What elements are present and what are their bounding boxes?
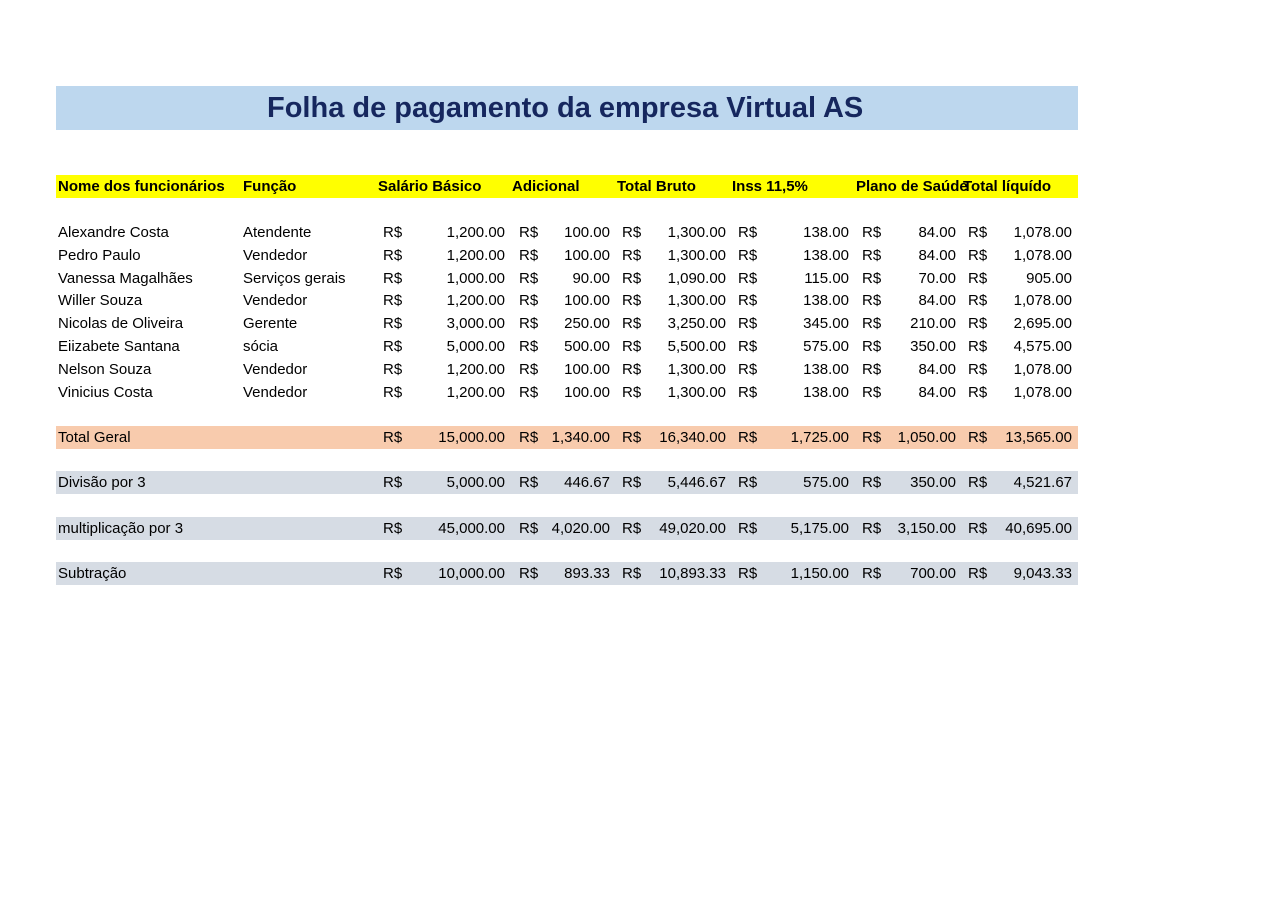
currency-cell: R$ — [968, 315, 988, 332]
employee-func-cell[interactable]: Gerente — [243, 315, 298, 332]
currency-cell: R$ — [383, 474, 403, 491]
currency-cell: R$ — [383, 338, 403, 355]
inss-cell[interactable]: 138.00 — [803, 361, 849, 378]
adicional-cell[interactable]: 100.00 — [564, 247, 610, 264]
currency-cell: R$ — [738, 247, 758, 264]
table-row — [56, 267, 1078, 290]
summary-label-cell[interactable]: Divisão por 3 — [58, 474, 146, 491]
currency-cell: R$ — [383, 315, 403, 332]
currency-cell: R$ — [968, 292, 988, 309]
adicional-cell[interactable]: 500.00 — [564, 338, 610, 355]
adicional-cell[interactable]: 4,020.00 — [551, 520, 610, 537]
currency-cell: R$ — [862, 565, 882, 582]
salario-cell[interactable]: 10,000.00 — [438, 565, 505, 582]
salario-cell[interactable]: 1,200.00 — [446, 247, 505, 264]
employee-name-cell[interactable]: Pedro Paulo — [58, 247, 141, 264]
currency-cell: R$ — [738, 474, 758, 491]
inss-cell[interactable]: 115.00 — [804, 270, 849, 287]
inss-cell[interactable]: 575.00 — [803, 338, 849, 355]
currency-cell: R$ — [622, 338, 642, 355]
currency-cell: R$ — [519, 361, 539, 378]
currency-cell: R$ — [383, 247, 403, 264]
currency-cell: R$ — [383, 292, 403, 309]
currency-cell: R$ — [862, 315, 882, 332]
currency-cell: R$ — [519, 474, 539, 491]
summary-row — [56, 517, 1078, 540]
currency-cell: R$ — [738, 361, 758, 378]
currency-cell: R$ — [383, 384, 403, 401]
bruto-cell[interactable]: 1,300.00 — [667, 361, 726, 378]
adicional-cell[interactable]: 100.00 — [564, 361, 610, 378]
currency-cell: R$ — [862, 384, 882, 401]
currency-cell: R$ — [862, 270, 882, 287]
employee-name-cell[interactable]: Eiizabete Santana — [58, 338, 180, 355]
adicional-cell[interactable]: 446.67 — [564, 474, 610, 491]
currency-cell: R$ — [622, 429, 642, 446]
currency-cell: R$ — [519, 429, 539, 446]
currency-cell: R$ — [968, 384, 988, 401]
currency-cell: R$ — [519, 315, 539, 332]
currency-cell: R$ — [738, 384, 758, 401]
table-row — [56, 335, 1078, 358]
employee-name-cell[interactable]: Willer Souza — [58, 292, 143, 309]
table-row — [56, 244, 1078, 267]
inss-cell[interactable]: 5,175.00 — [790, 520, 849, 537]
currency-cell: R$ — [738, 224, 758, 241]
plano-cell[interactable]: 84.00 — [918, 384, 956, 401]
summary-row — [56, 426, 1078, 449]
currency-cell: R$ — [383, 520, 403, 537]
table-row — [56, 289, 1078, 312]
liquido-cell[interactable]: 4,575.00 — [1013, 338, 1072, 355]
currency-cell: R$ — [968, 247, 988, 264]
adicional-cell[interactable]: 250.00 — [564, 315, 610, 332]
bruto-cell[interactable]: 49,020.00 — [659, 520, 726, 537]
header-name[interactable]: Nome dos funcionários — [58, 178, 225, 195]
summary-row — [56, 471, 1078, 494]
currency-cell: R$ — [738, 315, 758, 332]
employee-func-cell[interactable]: Vendedor — [243, 361, 308, 378]
salario-cell[interactable]: 1,200.00 — [446, 361, 505, 378]
currency-cell: R$ — [383, 565, 403, 582]
currency-cell: R$ — [519, 565, 539, 582]
header-adicional[interactable]: Adicional — [512, 178, 580, 195]
inss-cell[interactable]: 345.00 — [803, 315, 849, 332]
currency-cell: R$ — [968, 565, 988, 582]
currency-cell: R$ — [738, 292, 758, 309]
plano-cell[interactable]: 70.00 — [918, 270, 956, 287]
plano-cell[interactable]: 3,150.00 — [897, 520, 956, 537]
currency-cell: R$ — [519, 384, 539, 401]
employee-name-cell[interactable]: Vanessa Magalhães — [58, 270, 193, 287]
plano-cell[interactable]: 700.00 — [910, 565, 956, 582]
header-total-bruto[interactable]: Total Bruto — [617, 178, 696, 195]
currency-cell: R$ — [862, 247, 882, 264]
bruto-cell[interactable]: 1,300.00 — [667, 292, 726, 309]
bruto-cell[interactable]: 1,300.00 — [667, 247, 726, 264]
currency-cell: R$ — [738, 565, 758, 582]
header-inss[interactable]: Inss 11,5% — [732, 178, 808, 195]
table-row — [56, 312, 1078, 335]
adicional-cell[interactable]: 90.00 — [572, 270, 610, 287]
currency-cell: R$ — [968, 224, 988, 241]
employee-func-cell[interactable]: Vendedor — [243, 384, 308, 401]
table-row — [56, 221, 1078, 244]
employee-func-cell[interactable]: sócia — [243, 338, 279, 355]
currency-cell: R$ — [862, 292, 882, 309]
liquido-cell[interactable]: 1,078.00 — [1013, 224, 1072, 241]
inss-cell[interactable]: 1,725.00 — [790, 429, 849, 446]
currency-cell: R$ — [968, 520, 988, 537]
salario-cell[interactable]: 1,200.00 — [446, 224, 505, 241]
currency-cell: R$ — [968, 270, 988, 287]
liquido-cell[interactable]: 4,521.67 — [1013, 474, 1072, 491]
currency-cell: R$ — [519, 292, 539, 309]
liquido-cell[interactable]: 9,043.33 — [1013, 565, 1072, 582]
salario-cell[interactable]: 15,000.00 — [438, 429, 505, 446]
currency-cell: R$ — [738, 520, 758, 537]
currency-cell: R$ — [622, 565, 642, 582]
currency-cell: R$ — [519, 338, 539, 355]
liquido-cell[interactable]: 1,078.00 — [1013, 384, 1072, 401]
employee-func-cell[interactable]: Serviços gerais — [243, 270, 346, 287]
page-title: Folha de pagamento da empresa Virtual AS — [267, 92, 864, 124]
currency-cell: R$ — [968, 429, 988, 446]
liquido-cell[interactable]: 905.00 — [1026, 270, 1072, 287]
currency-cell: R$ — [383, 224, 403, 241]
employee-name-cell[interactable]: Alexandre Costa — [58, 224, 169, 241]
currency-cell: R$ — [862, 361, 882, 378]
employee-func-cell[interactable]: Vendedor — [243, 292, 308, 309]
currency-cell: R$ — [968, 361, 988, 378]
salario-cell[interactable]: 5,000.00 — [446, 474, 505, 491]
employee-func-cell[interactable]: Atendente — [243, 224, 312, 241]
currency-cell: R$ — [862, 474, 882, 491]
currency-cell: R$ — [383, 429, 403, 446]
bruto-cell[interactable]: 1,090.00 — [667, 270, 726, 287]
currency-cell: R$ — [519, 270, 539, 287]
currency-cell: R$ — [622, 520, 642, 537]
currency-cell: R$ — [738, 338, 758, 355]
employee-name-cell[interactable]: Nelson Souza — [58, 361, 152, 378]
title-banner — [56, 86, 1078, 130]
liquido-cell[interactable]: 1,078.00 — [1013, 361, 1072, 378]
plano-cell[interactable]: 350.00 — [910, 474, 956, 491]
currency-cell: R$ — [622, 247, 642, 264]
liquido-cell[interactable]: 2,695.00 — [1013, 315, 1072, 332]
bruto-cell[interactable]: 1,300.00 — [667, 224, 726, 241]
currency-cell: R$ — [738, 429, 758, 446]
plano-cell[interactable]: 350.00 — [910, 338, 956, 355]
currency-cell: R$ — [862, 224, 882, 241]
currency-cell: R$ — [622, 315, 642, 332]
bruto-cell[interactable]: 10,893.33 — [659, 565, 726, 582]
employee-name-cell[interactable]: Nicolas de Oliveira — [58, 315, 184, 332]
inss-cell[interactable]: 138.00 — [803, 247, 849, 264]
plano-cell[interactable]: 84.00 — [918, 292, 956, 309]
inss-cell[interactable]: 138.00 — [803, 292, 849, 309]
header-plano[interactable]: Plano de Saúde — [856, 178, 968, 195]
bruto-cell[interactable]: 1,300.00 — [667, 384, 726, 401]
salario-cell[interactable]: 1,200.00 — [446, 292, 505, 309]
currency-cell: R$ — [862, 520, 882, 537]
header-row — [56, 175, 1078, 198]
currency-cell: R$ — [622, 361, 642, 378]
liquido-cell[interactable]: 40,695.00 — [1005, 520, 1072, 537]
inss-cell[interactable]: 575.00 — [803, 474, 849, 491]
salario-cell[interactable]: 3,000.00 — [446, 315, 505, 332]
salario-cell[interactable]: 1,000.00 — [446, 270, 505, 287]
bruto-cell[interactable]: 16,340.00 — [659, 429, 726, 446]
summary-label-cell[interactable]: Subtração — [58, 565, 127, 582]
currency-cell: R$ — [862, 429, 882, 446]
header-salario[interactable]: Salário Básico — [378, 178, 482, 195]
summary-row — [56, 562, 1078, 585]
header-liquido[interactable]: Total líquído — [963, 178, 1052, 195]
bruto-cell[interactable]: 3,250.00 — [667, 315, 726, 332]
currency-cell: R$ — [383, 270, 403, 287]
currency-cell: R$ — [622, 270, 642, 287]
employee-name-cell[interactable]: Vinicius Costa — [58, 384, 153, 401]
inss-cell[interactable]: 138.00 — [803, 384, 849, 401]
adicional-cell[interactable]: 1,340.00 — [551, 429, 610, 446]
header-func[interactable]: Função — [243, 178, 297, 195]
adicional-cell[interactable]: 100.00 — [564, 384, 610, 401]
currency-cell: R$ — [622, 224, 642, 241]
table-row — [56, 358, 1078, 381]
currency-cell: R$ — [738, 270, 758, 287]
liquido-cell[interactable]: 1,078.00 — [1013, 247, 1072, 264]
adicional-cell[interactable]: 100.00 — [564, 292, 610, 309]
inss-cell[interactable]: 138.00 — [803, 224, 849, 241]
currency-cell: R$ — [519, 224, 539, 241]
currency-cell: R$ — [519, 520, 539, 537]
currency-cell: R$ — [622, 292, 642, 309]
liquido-cell[interactable]: 13,565.00 — [1005, 429, 1072, 446]
currency-cell: R$ — [968, 474, 988, 491]
salario-cell[interactable]: 5,000.00 — [446, 338, 505, 355]
employee-func-cell[interactable]: Vendedor — [243, 247, 308, 264]
plano-cell[interactable]: 84.00 — [918, 247, 956, 264]
currency-cell: R$ — [968, 338, 988, 355]
inss-cell[interactable]: 1,150.00 — [790, 565, 849, 582]
plano-cell[interactable]: 84.00 — [918, 224, 956, 241]
adicional-cell[interactable]: 893.33 — [564, 565, 610, 582]
currency-cell: R$ — [519, 247, 539, 264]
summary-label-cell[interactable]: Total Geral — [58, 429, 131, 446]
plano-cell[interactable]: 84.00 — [918, 361, 956, 378]
currency-cell: R$ — [383, 361, 403, 378]
table-row — [56, 381, 1078, 404]
bruto-cell[interactable]: 5,500.00 — [667, 338, 726, 355]
adicional-cell[interactable]: 100.00 — [564, 224, 610, 241]
liquido-cell[interactable]: 1,078.00 — [1013, 292, 1072, 309]
currency-cell: R$ — [862, 338, 882, 355]
plano-cell[interactable]: 210.00 — [910, 315, 956, 332]
salario-cell[interactable]: 1,200.00 — [446, 384, 505, 401]
bruto-cell[interactable]: 5,446.67 — [667, 474, 726, 491]
plano-cell[interactable]: 1,050.00 — [897, 429, 956, 446]
salario-cell[interactable]: 45,000.00 — [438, 520, 505, 537]
currency-cell: R$ — [622, 474, 642, 491]
summary-label-cell[interactable]: multiplicação por 3 — [58, 520, 184, 537]
currency-cell: R$ — [622, 384, 642, 401]
